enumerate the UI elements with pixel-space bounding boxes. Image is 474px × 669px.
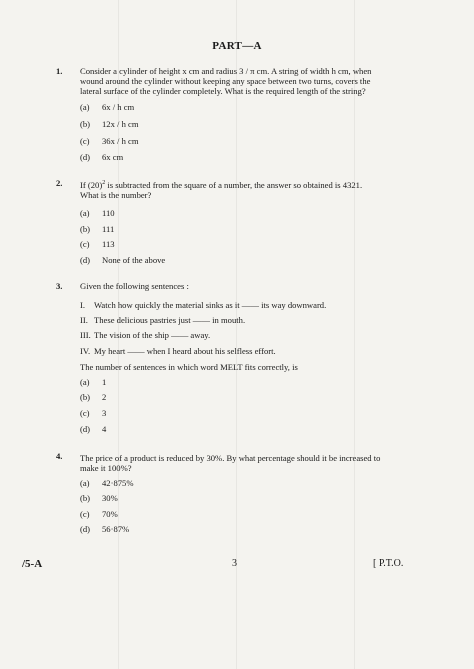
- sentence-iii: III. The vision of the ship —— away.: [80, 330, 211, 340]
- question-line: wound around the cylinder without keeping any space between two turns, covers the: [80, 76, 371, 86]
- option-a: (a) 110: [80, 208, 115, 218]
- option-b: (b) 111: [80, 224, 115, 234]
- question-line: If $(20)^2$ is subtracted from the square of a number, the answer so obtained is 4321.: [80, 179, 363, 190]
- question-text: [80, 66, 425, 96]
- option-d: (d) 56·87%: [80, 524, 130, 534]
- question-line: make it 100%?: [80, 463, 132, 473]
- option-a: (a) 42·875%: [80, 478, 134, 488]
- question-text: [80, 178, 425, 200]
- question-number: 2.: [56, 178, 63, 188]
- sentence-i: I. Watch how quickly the material sinks as it —— its way downward.: [80, 300, 327, 310]
- option-d: (d) 6x cm: [80, 152, 124, 162]
- option-b: (b) 12x / h cm: [80, 119, 139, 129]
- question-number: 4.: [56, 451, 63, 461]
- page-number: 3: [232, 558, 237, 569]
- option-a: (a) 6x / h cm: [80, 102, 135, 112]
- option-b: (b) 2: [80, 392, 107, 402]
- question-prompt: The number of sentences in which word MELT fits correctly, is: [80, 362, 298, 372]
- question-line: What is the number?: [80, 189, 152, 200]
- question-number: 3.: [56, 281, 63, 291]
- option-d: (d) 4: [80, 424, 107, 434]
- paper-code: /5-A: [22, 558, 43, 570]
- option-c: (c) 70%: [80, 509, 118, 519]
- question-intro: Given the following sentences :: [80, 281, 189, 291]
- section-title: PART—A: [212, 40, 262, 52]
- sentence-ii: II. These delicious pastries just —— in mouth.: [80, 315, 246, 325]
- question-text: [80, 453, 425, 473]
- sentence-iv: IV. My heart —— when I heard about his selfless effort.: [80, 346, 276, 356]
- question-line: lateral surface of the cylinder completely. What is the required length of the string?: [80, 86, 366, 96]
- question-line: The price of a product is reduced by 30%. By what percentage should it be increased to: [80, 453, 381, 463]
- option-c: (c) 36x / h cm: [80, 136, 139, 146]
- option-b: (b) 30%: [80, 493, 118, 503]
- option-a: (a) 1: [80, 377, 107, 387]
- pto-label: [ P.T.O.: [373, 558, 404, 569]
- option-d: (d) None of the above: [80, 255, 166, 265]
- question-line: Consider a cylinder of height x cm and radius 3 / π cm. A string of width h cm, when: [80, 66, 372, 76]
- option-c: (c) 113: [80, 239, 115, 249]
- option-c: (c) 3: [80, 408, 107, 418]
- question-number: 1.: [56, 66, 63, 76]
